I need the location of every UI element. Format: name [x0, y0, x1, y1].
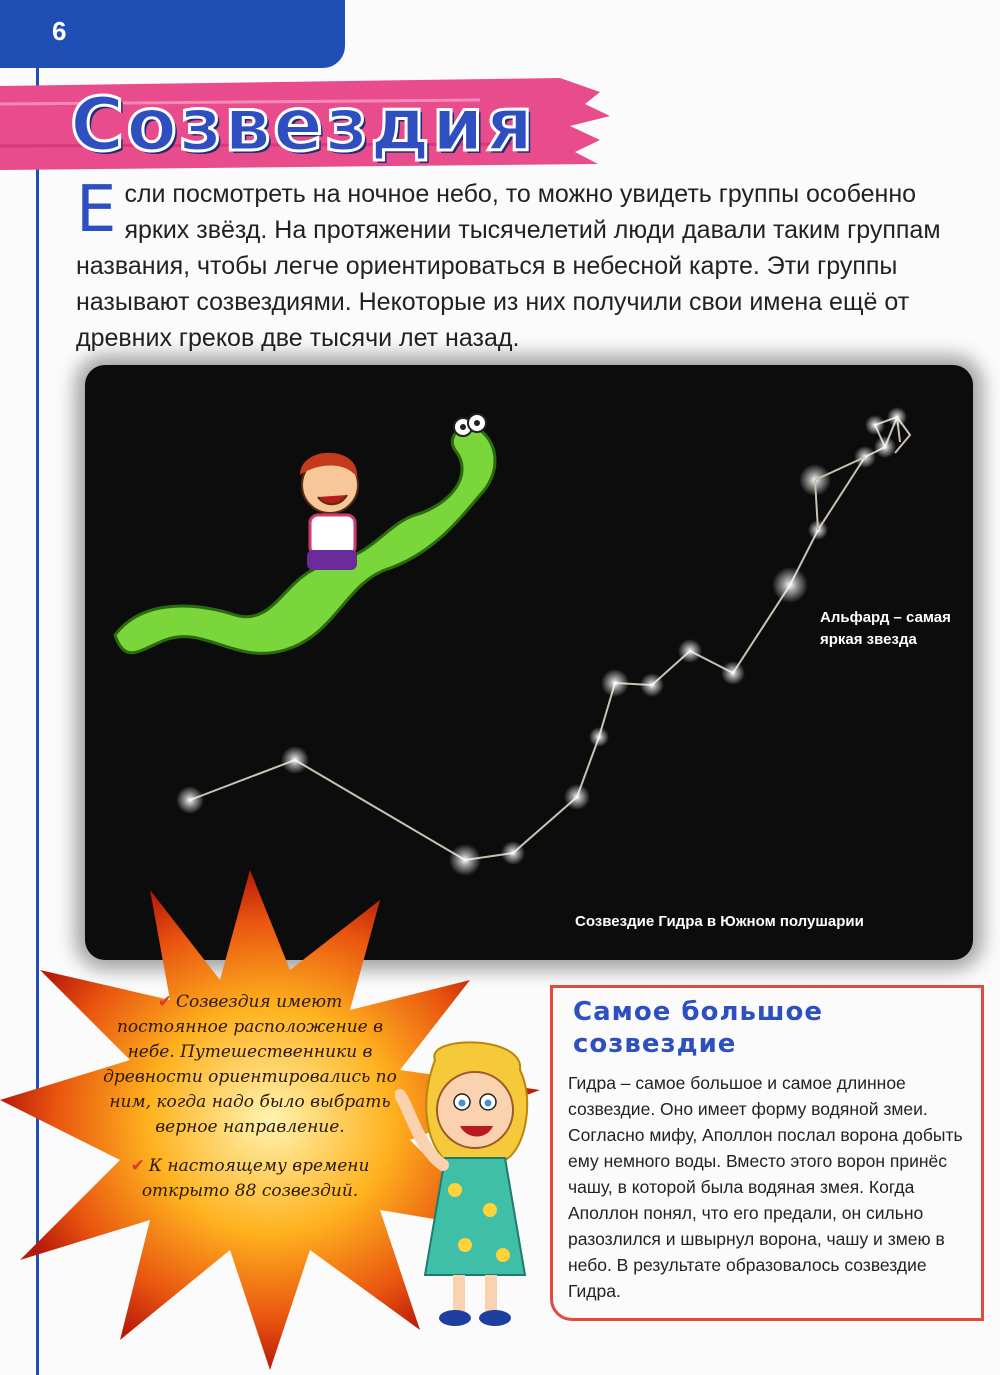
boy-illustration [300, 453, 358, 570]
star [865, 415, 885, 435]
star [176, 786, 204, 814]
info-box-title: Самое большое созвездие [573, 997, 824, 1059]
facts-list [100, 990, 400, 1218]
intro-paragraph [76, 173, 966, 356]
star [874, 436, 896, 458]
checkmark-icon: ✔ [130, 1156, 145, 1176]
intro-text: сли посмотреть на ночное небо, то можно увидеть группы особенно ярких звёзд. На протяжении тысячелетий люди давали таким группам названия, чтобы легче ориентироваться в небесной карте. Эти группы называют созвездиями. Некоторые из них получили свои имена ещё от древних греков две тысячи лет назад. [76, 180, 941, 352]
info-box [550, 985, 984, 1321]
page-title: Созвездия [70, 82, 536, 168]
checkmark-icon: ✔ [157, 992, 172, 1012]
star [281, 746, 309, 774]
fact-item: ✔ К настоящему времени открыто 88 созвездий. [130, 1156, 370, 1201]
fact-item: ✔ Созвездия имеют постоянное расположение в небе. Путешественники в древности ориентировались по ним, когда надо было выбрать верное направление. [103, 992, 397, 1137]
star [640, 673, 664, 697]
star [601, 669, 629, 697]
alphard-caption: Альфард – самая яркая звезда [820, 609, 951, 648]
star [887, 407, 907, 427]
page-number: 6 [52, 16, 67, 46]
star [564, 784, 590, 810]
intro-dropcap: Е [76, 173, 117, 247]
info-box-text: Гидра – самое большое и самое длинное созвездие. Оно имеет форму водяной змеи. Согласно мифу, Аполлон послал ворона добыть ему немного воды. Вместо этого ворон принёс чашу, в которой была водяная змея. Когда Аполлон понял, что его предали, он сильно разозлился и швырнул ворона, чашу и змею в небо. В результате образовалось созвездие Гидра. [568, 1073, 963, 1301]
green-snake-illustration [115, 414, 495, 653]
star [678, 639, 702, 663]
star [721, 661, 745, 685]
page-number-tab [0, 0, 345, 68]
girl-illustration [395, 1040, 555, 1330]
star-alphard [772, 567, 808, 603]
constellation-caption: Созвездие Гидра в Южном полушарии [575, 913, 864, 930]
star [589, 727, 609, 747]
